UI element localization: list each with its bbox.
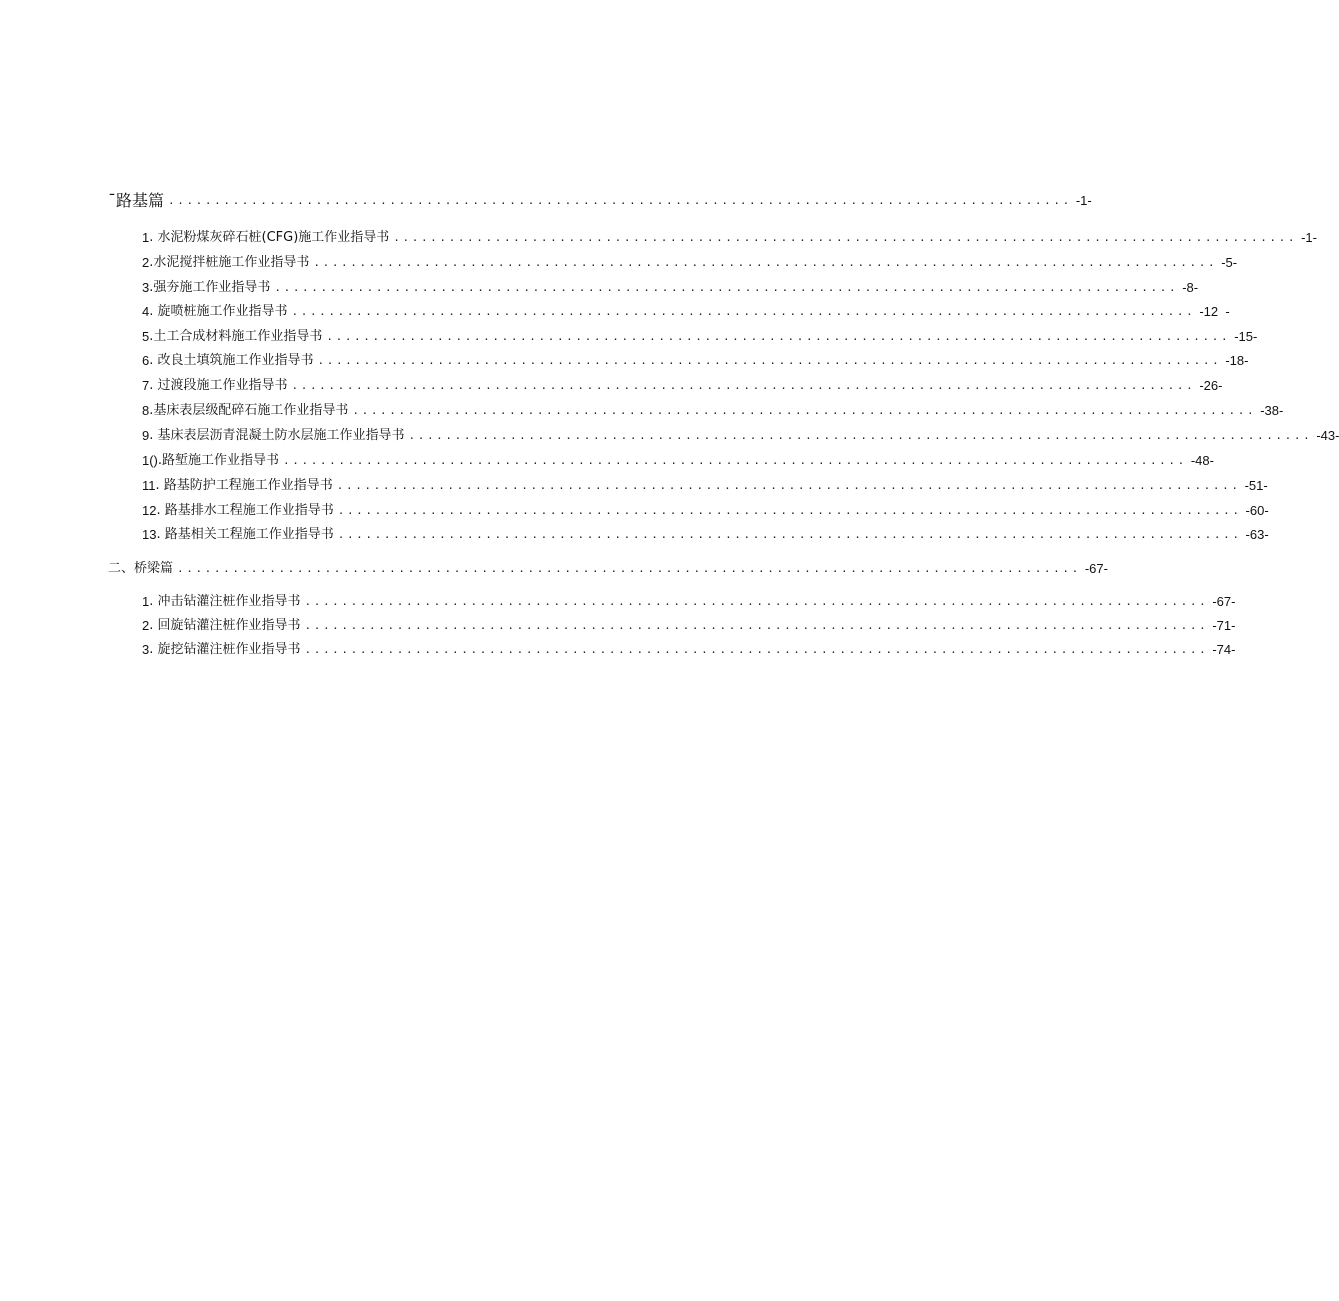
toc-page-number: -67-	[1212, 594, 1236, 609]
toc-leader-dots: ..................................................................................................	[291, 379, 1196, 392]
toc-item-title: . 旋挖钻灌注桩作业指导书	[149, 642, 301, 657]
toc-item-title: . 水泥粉煤灰碎石桩(CFG)施工作业指导书	[149, 230, 390, 245]
toc-leader-dots: ..................................................................................................	[304, 643, 1209, 656]
toc-page-number: -18-	[1225, 353, 1249, 368]
toc-page-number: -74-	[1212, 642, 1236, 657]
toc-leader-dots: ..................................................................................................	[168, 194, 1072, 207]
toc-leader-dots: ..................................................................................................	[408, 429, 1313, 442]
toc-leader-dots: ..................................................................................................	[337, 504, 1242, 517]
toc-part-1	[108, 190, 1092, 212]
toc-item-number: 8	[142, 403, 150, 418]
toc-item	[142, 425, 1339, 447]
toc-item	[142, 524, 1269, 546]
toc-page-number: -71-	[1212, 618, 1236, 633]
toc-item-title: . 路基防护工程施工作业指导书	[155, 478, 333, 493]
toc-item-number: 4	[142, 304, 150, 319]
toc-item	[142, 450, 1214, 472]
toc-item-number: 1()	[142, 453, 158, 468]
toc-item-number: 2	[142, 618, 150, 633]
toc-page-number: -67-	[1084, 561, 1108, 576]
toc-item	[142, 475, 1268, 497]
toc-item-title: . 路基排水工程施工作业指导书	[156, 503, 334, 518]
toc-item-title: . 改良土填筑施工作业指导书	[149, 353, 314, 368]
toc-page-number: -63-	[1245, 527, 1269, 542]
toc-item-title: .土工合成材料施工作业指导书	[149, 329, 323, 344]
toc-item	[142, 591, 1236, 613]
toc-item-number: 9	[142, 428, 150, 443]
toc-item-title: . 旋喷桩施工作业指导书	[149, 304, 288, 319]
toc-item-number: 5	[142, 329, 150, 344]
toc-page-number: -1-	[1075, 193, 1092, 208]
toc-item-title: .强夯施工作业指导书	[149, 280, 271, 295]
toc-item	[142, 301, 1230, 323]
toc-item	[142, 277, 1199, 299]
toc-item-title: . 基床表层沥青混凝土防水层施工作业指导书	[149, 428, 405, 443]
toc-page-number: -38-	[1260, 403, 1284, 418]
toc-item-title: . 过渡段施工作业指导书	[149, 378, 288, 393]
toc-page-number: -1-	[1301, 230, 1317, 245]
toc-item-title: . 回旋钻灌注桩作业指导书	[149, 618, 301, 633]
toc-item-title: . 冲击钻灌注桩作业指导书	[149, 594, 301, 609]
toc-item-number: 2	[142, 255, 150, 270]
toc-item-number: 3	[142, 642, 150, 657]
toc-page-number: -12 -	[1199, 304, 1230, 319]
toc-item	[142, 500, 1269, 522]
toc-leader-dots: ..................................................................................................	[326, 330, 1231, 343]
toc-leader-dots: ..................................................................................................	[337, 528, 1242, 541]
toc-item-number: 1	[142, 594, 150, 609]
toc-leader-dots: ..................................................................................................	[283, 454, 1187, 467]
toc-leader-dots: ..................................................................................................	[304, 595, 1209, 608]
toc-item-title: .水泥搅拌桩施工作业指导书	[149, 255, 310, 270]
toc-item-number: 12	[142, 503, 157, 518]
toc-item-number: 11	[142, 478, 156, 493]
toc-item	[142, 227, 1317, 249]
toc-item-number: 13	[142, 527, 157, 542]
toc-leader-dots: ..................................................................................................	[177, 562, 1081, 575]
toc-leader-dots: ..................................................................................................	[317, 354, 1222, 367]
toc-part-2	[108, 558, 1108, 580]
toc-item-number: 7	[142, 378, 150, 393]
toc-page-number: -26-	[1199, 378, 1223, 393]
toc-page-number: -5-	[1221, 255, 1238, 270]
toc-item-number: 1	[142, 230, 150, 245]
toc-page-number: -60-	[1245, 503, 1269, 518]
toc-leader-dots: ..................................................................................................	[393, 231, 1298, 244]
toc-item	[142, 615, 1236, 637]
toc-item	[142, 252, 1238, 274]
toc-leader-dots: ..................................................................................................	[336, 479, 1241, 492]
toc-leader-dots: ..................................................................................................	[313, 256, 1218, 269]
toc-item	[142, 350, 1249, 372]
toc-part-title: ¯路基篇	[108, 191, 165, 210]
toc-part-title: 二、桥梁篇	[108, 561, 174, 576]
toc-item-number: 3	[142, 280, 150, 295]
toc-page-number: -43-	[1316, 428, 1339, 443]
toc-page-number: -8-	[1182, 280, 1199, 295]
toc-item-title: .基床表层级配碎石施工作业指导书	[149, 403, 349, 418]
toc-item-number: 6	[142, 353, 150, 368]
toc-page-number: -15-	[1234, 329, 1258, 344]
toc-page-number: -51-	[1244, 478, 1268, 493]
toc-leader-dots: ..................................................................................................	[304, 619, 1209, 632]
toc-page-number: -48-	[1190, 453, 1214, 468]
toc-item-title: . 路基相关工程施工作业指导书	[156, 527, 334, 542]
toc-item-title: .路堑施工作业指导书	[157, 453, 280, 468]
toc-leader-dots: ..................................................................................................	[352, 404, 1257, 417]
toc-item	[142, 639, 1236, 661]
toc-item	[142, 400, 1284, 422]
toc-item	[142, 326, 1258, 348]
toc-leader-dots: ..................................................................................................	[274, 281, 1179, 294]
toc-item	[142, 375, 1223, 397]
toc-leader-dots: ..................................................................................................	[291, 305, 1196, 318]
